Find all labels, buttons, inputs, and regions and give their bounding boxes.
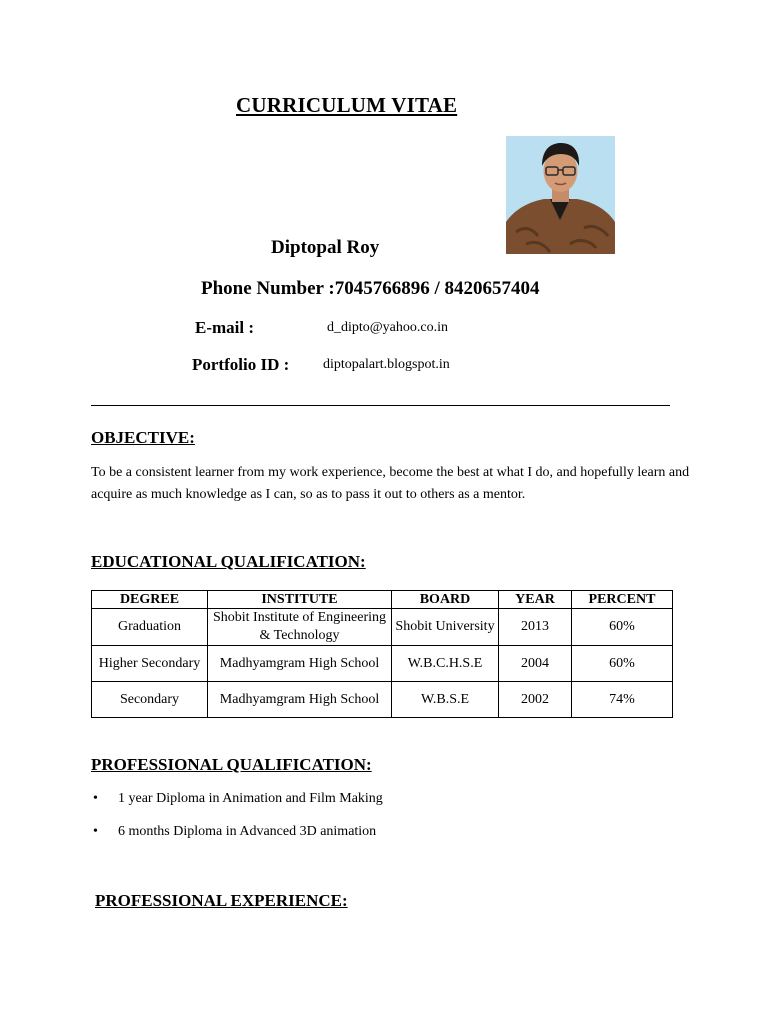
divider-line bbox=[91, 405, 670, 406]
degree-cell: Higher Secondary bbox=[92, 646, 208, 682]
professional-experience-heading: PROFESSIONAL EXPERIENCE: bbox=[95, 891, 348, 910]
year-cell: 2002 bbox=[499, 682, 572, 718]
table-row bbox=[92, 646, 673, 682]
list-item-text: 1 year Diploma in Animation and Film Making bbox=[118, 791, 383, 806]
degree-cell: Graduation bbox=[92, 609, 208, 646]
column-header-board: BOARD bbox=[392, 591, 499, 609]
column-header-percent: PERCENT bbox=[572, 591, 673, 609]
bullet-icon: • bbox=[93, 824, 98, 839]
candidate-name: Diptopal Roy bbox=[271, 237, 380, 258]
percent-cell: 60% bbox=[572, 609, 673, 646]
phone-number: Phone Number :7045766896 / 8420657404 bbox=[201, 278, 540, 299]
education-table bbox=[91, 590, 673, 718]
year-cell: 2013 bbox=[499, 609, 572, 646]
list-item-text: 6 months Diploma in Advanced 3D animation bbox=[118, 824, 377, 839]
list-item bbox=[91, 822, 383, 855]
column-header-institute: INSTITUTE bbox=[208, 591, 392, 609]
education-heading: EDUCATIONAL QUALIFICATION: bbox=[91, 552, 366, 571]
column-header-degree: DEGREE bbox=[92, 591, 208, 609]
bullet-icon: • bbox=[93, 791, 98, 806]
percent-cell: 60% bbox=[572, 646, 673, 682]
board-cell: W.B.C.H.S.E bbox=[392, 646, 499, 682]
institute-cell: Madhyamgram High School bbox=[208, 682, 392, 718]
objective-heading: OBJECTIVE: bbox=[91, 428, 195, 447]
list-item bbox=[91, 789, 383, 822]
document-title: CURRICULUM VITAE bbox=[236, 93, 458, 117]
year-cell: 2004 bbox=[499, 646, 572, 682]
table-row bbox=[92, 609, 673, 646]
percent-cell: 74% bbox=[572, 682, 673, 718]
email-label: E-mail : bbox=[195, 318, 255, 337]
professional-qualification-heading: PROFESSIONAL QUALIFICATION: bbox=[91, 755, 372, 774]
table-header-row bbox=[92, 591, 673, 609]
portfolio-label: Portfolio ID : bbox=[192, 355, 290, 374]
institute-cell: Madhyamgram High School bbox=[208, 646, 392, 682]
table-row bbox=[92, 682, 673, 718]
board-cell: W.B.S.E bbox=[392, 682, 499, 718]
qualification-list bbox=[91, 789, 383, 855]
objective-text: To be a consistent learner from my work experience, become the best at what I do, and hopefully learn and acquire as much knowledge as I can, so as to pass it out to others as a mentor. bbox=[91, 465, 690, 502]
board-cell: Shobit University bbox=[392, 609, 499, 646]
institute-cell: Shobit Institute of Engineering & Technology bbox=[208, 609, 392, 646]
email-value[interactable]: d_dipto@yahoo.co.in bbox=[327, 320, 448, 335]
profile-photo bbox=[506, 136, 615, 254]
column-header-year: YEAR bbox=[499, 591, 572, 609]
portfolio-value[interactable]: diptopalart.blogspot.in bbox=[323, 357, 450, 372]
profile-photo-image bbox=[506, 136, 615, 254]
degree-cell: Secondary bbox=[92, 682, 208, 718]
